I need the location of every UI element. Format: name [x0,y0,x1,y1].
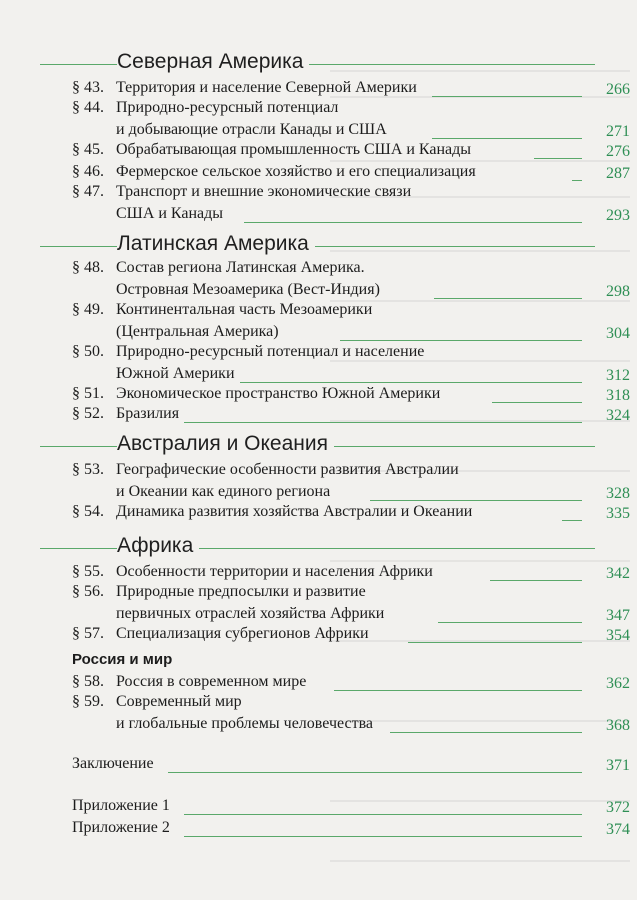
entry-title: Приложение 2 [72,819,170,836]
entry-title: Природные предпосылки и развитие [116,583,366,600]
leader-line [408,642,582,643]
leader-line [572,180,582,181]
entry-number: § 53. [72,461,104,478]
entry-page: 354 [606,627,630,644]
entry-title-continued: США и Канады [116,205,224,222]
entry-title: Специализация субрегионов Африки [116,625,369,642]
entry-number: § 55. [72,563,104,580]
entry-title: Динамика развития хозяйства Австралии и Океании [116,503,473,520]
entry-number: § 58. [72,673,104,690]
section-title-australia-oceania: Австралия и Океания [117,432,334,456]
entry-title: Природно-ресурсный потенциал и население [116,343,425,360]
leader-line [340,340,582,341]
entry-title-continued: и Океании как единого региона [116,483,331,500]
entry-title: Географические особенности развития Австралии [116,461,459,478]
entry-number: § 46. [72,163,104,180]
entry-title: Территория и население Северной Америки [116,79,417,96]
entry-page: 312 [606,367,630,384]
entry-title: Транспорт и внешние экономические связи [116,183,412,200]
entry-page: 324 [606,407,630,424]
entry-page: 362 [606,675,630,692]
leader-line [434,298,582,299]
leader-line [492,402,582,403]
entry-title: Экономическое пространство Южной Америки [116,385,441,402]
entry-number: § 43. [72,79,104,96]
entry-page: 372 [606,799,630,816]
leader-line [184,814,582,815]
leader-line [390,732,582,733]
entry-title: Россия в современном мире [116,673,307,690]
leader-line [490,580,582,581]
entry-page: 276 [606,143,630,160]
entry-title-continued: Южной Америки [116,365,235,382]
entry-number: § 59. [72,693,104,710]
entry-title: Особенности территории и населения Африки [116,563,433,580]
entry-number: § 45. [72,141,104,158]
entry-number: § 48. [72,259,104,276]
entry-number: § 52. [72,405,104,422]
entry-number: § 47. [72,183,104,200]
entry-page: 374 [606,821,630,838]
entry-page: 298 [606,283,630,300]
entry-number: § 44. [72,99,104,116]
entry-number: § 49. [72,301,104,318]
entry-page: 368 [606,717,630,734]
entry-title: Природно-ресурсный потенциал [116,99,339,116]
entry-page: 293 [606,207,630,224]
entry-number: § 51. [72,385,104,402]
leader-line [438,622,582,623]
entry-title: Современный мир [116,693,242,710]
entry-title: Обрабатывающая промышленность США и Канады [116,141,472,158]
entry-page: 318 [606,387,630,404]
leader-line [334,690,582,691]
leader-line [244,222,582,223]
entry-page: 328 [606,485,630,502]
entry-page: 287 [606,165,630,182]
entry-title-continued: первичных отраслей хозяйства Африки [116,605,385,622]
leader-line [184,422,582,423]
entry-page: 371 [606,757,630,774]
entry-number: § 50. [72,343,104,360]
entry-page: 347 [606,607,630,624]
entry-title: Континентальная часть Мезоамерики [116,301,373,318]
entry-title: Бразилия [116,405,180,422]
entry-page: 304 [606,325,630,342]
entry-title: Заключение [72,755,154,772]
section-title-north-america: Северная Америка [117,50,309,74]
entry-page: 271 [606,123,630,140]
entry-page: 335 [606,505,630,522]
subsection-header-russia-world: Россия и мир [72,651,173,668]
leader-line [432,138,582,139]
leader-line [240,382,582,383]
entry-title: Фермерское сельское хозяйство и его специализация [116,163,476,180]
section-title-africa: Африка [117,534,199,558]
section-title-latin-america: Латинская Америка [117,232,315,256]
entry-number: § 56. [72,583,104,600]
entry-title: Состав региона Латинская Америка. [116,259,365,276]
entry-page: 342 [606,565,630,582]
entry-title-continued: Островная Мезоамерика (Вест-Индия) [116,281,380,298]
entry-number: § 57. [72,625,104,642]
leader-line [184,836,582,837]
leader-line [370,500,582,501]
entry-title: Приложение 1 [72,797,170,814]
entry-title-continued: и добывающие отрасли Канады и США [116,121,387,138]
entry-page: 266 [606,81,630,98]
entry-title-continued: (Центральная Америка) [116,323,279,340]
leader-line [534,158,582,159]
leader-line [562,520,582,521]
entry-title-continued: и глобальные проблемы человечества [116,715,374,732]
leader-line [432,96,582,97]
entry-number: § 54. [72,503,104,520]
leader-line [168,772,582,773]
